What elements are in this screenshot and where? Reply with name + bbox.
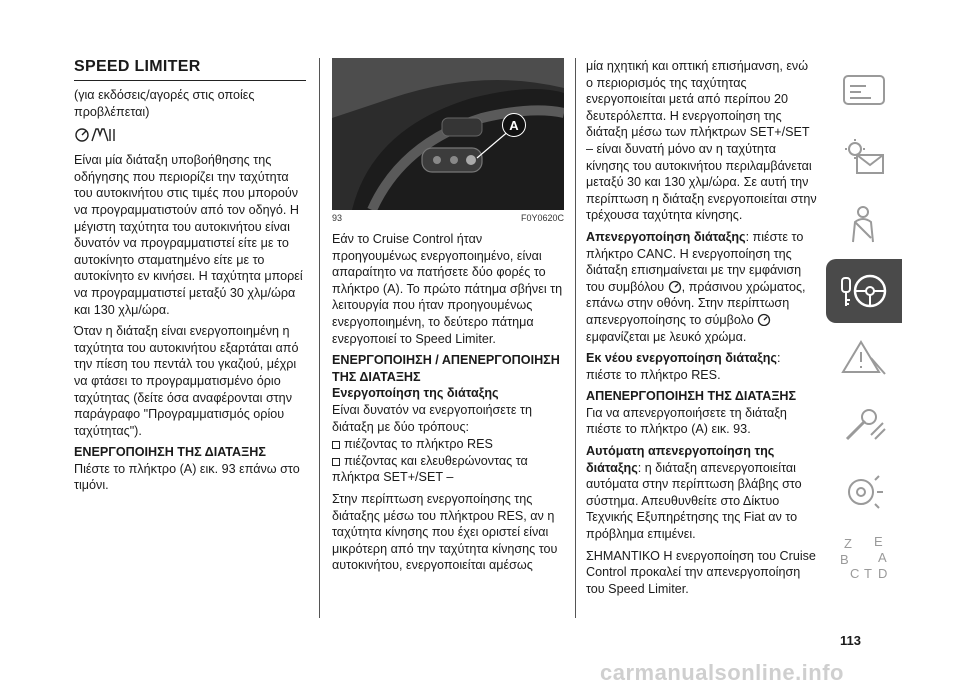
availability-note: (για εκδόσεις/αγορές στις οποίες προβλέπεται) bbox=[74, 88, 255, 119]
index-letter: E bbox=[874, 534, 883, 549]
bullet-set: πιέζοντας και ελευθερώνοντας τα πλήκτρα SET+/SET – bbox=[332, 453, 528, 485]
activation-deactivation-heading: ΕΝΕΡΓΟΠΟΙΗΣΗ / ΑΠΕΝΕΡΓΟΠΟΙΗΣΗ ΤΗΣ ΔΙΑΤΑΞΗΣ bbox=[332, 353, 560, 384]
index-letter: Z bbox=[844, 536, 852, 551]
index-letter: T bbox=[864, 566, 872, 581]
page-number: 113 bbox=[840, 633, 861, 648]
bullet-square-icon bbox=[332, 458, 340, 466]
two-methods-paragraph: Είναι δυνατόν να ενεργοποιήσετε τη διάταξη με δύο τρόπους: bbox=[332, 402, 532, 434]
deactivation-heading: ΑΠΕΝΕΡΓΟΠΟΙΗΣΗ ΤΗΣ ΔΙΑΤΑΞΗΣ bbox=[586, 389, 797, 404]
column-3 bbox=[586, 58, 818, 602]
index-letter: C bbox=[850, 566, 860, 581]
tab-multimedia[interactable] bbox=[826, 460, 902, 524]
figure-caption bbox=[332, 213, 564, 223]
callout-label-a: A bbox=[502, 113, 526, 137]
bullet-res: πιέζοντας το πλήκτρο RES bbox=[332, 436, 564, 453]
speed-limiter-symbol-icon bbox=[74, 125, 306, 148]
tab-warnings[interactable] bbox=[826, 125, 902, 189]
tab-dashboard[interactable] bbox=[826, 58, 902, 122]
column-divider-2 bbox=[575, 58, 576, 618]
signal-paragraph: μία ηχητική και οπτική επισήμανση, ενώ ο περιορισμός της ταχύτητας ενεργοποιείται μετά από περίπου 20 δευτερόλεπτα. Η ενεργοποίηση της διάταξη μέσω των πλήκτρων SET+/SET – είναι δυνατή μόνο αν η ταχύτητα κίνησης του αυτοκινήτου περιλαμβάνεται μεταξύ 30 και 130 χλμ/ώρα. Σε αυτή την περίπτωση η διάταξη ενεργοποιείται στην τρέχουσα ταχύτητα κίνησης. bbox=[586, 59, 817, 223]
emergency-warning-icon bbox=[841, 338, 887, 378]
res-activation-paragraph: Στην περίπτωση ενεργοποίησης της διάταξης μέσω του πλήκτρου RES, αν η ταχύτητα κίνησης που έχει οριστεί είναι μικρότερη από την ταχύτητα κίνησης του αυτοκινήτου, ενεργοποιείται αμέσως bbox=[332, 491, 558, 573]
steering-wheel-photo bbox=[332, 58, 564, 210]
figure-code: F0Y0620C bbox=[520, 213, 564, 223]
alphabetical-index-icon bbox=[838, 534, 890, 584]
bullet-square-icon bbox=[332, 441, 340, 449]
deactivation-instruction: Για να απενεργοποιήσετε τη διάταξη πιέστε το πλήκτρο (A) εικ. 93. bbox=[586, 405, 787, 437]
auto-deactivation-paragraph: Αυτόματη απενεργοποίηση της διάταξης: η διάταξη απενεργοποιείται αυτόματα στην περίπτωση βλάβης στο σύστημα. Απευθυνθείτε στο Δίκτυο Τεχνικής Εξυπηρέτησης της Fiat αν το πρόβλημα επιμένει. bbox=[586, 444, 802, 542]
activation-heading: ΕΝΕΡΓΟΠΟΙΗΣΗ ΤΗΣ ΔΙΑΤΑΞΗΣ bbox=[74, 445, 266, 460]
speed-limiter-symbol-icon bbox=[668, 280, 682, 293]
operation-paragraph: Όταν η διάταξη είναι ενεργοποιημένη η ταχύτητα του αυτοκινήτου εξαρτάται από την πίεση του πεντάλ του γκαζιού, μέχρι να φτάσει το προγραμματισμένο όριο ταχύτητας (δείτε όσα αναφέρονται στην παράγραφο "Προγραμματισμός ορίου ταχύτητας"). bbox=[74, 324, 299, 438]
activation-paragraph: Πιέστε το πλήκτρο (A) εικ. 93 επάνω στο τιμόνι. bbox=[74, 461, 300, 493]
activation-subheading: Ενεργοποίηση της διάταξης bbox=[332, 386, 499, 401]
reactivation-label: Εκ νέου ενεργοποίηση διάταξης bbox=[586, 351, 777, 366]
tab-maintenance[interactable] bbox=[826, 393, 902, 457]
tab-safety[interactable] bbox=[826, 192, 902, 256]
seatbelt-safety-icon bbox=[841, 204, 887, 244]
tab-driving[interactable] bbox=[826, 259, 902, 323]
section-title: SPEED LIMITER bbox=[74, 58, 201, 75]
maintenance-wrench-icon bbox=[841, 405, 887, 445]
speed-limiter-symbol-icon bbox=[757, 313, 771, 326]
warning-message-icon bbox=[841, 137, 887, 177]
column-2 bbox=[332, 58, 564, 579]
column-divider-1 bbox=[319, 58, 320, 618]
index-letter: D bbox=[878, 566, 888, 581]
reactivation-paragraph: Εκ νέου ενεργοποίηση διάταξης: πιέστε το πλήκτρο RES. bbox=[586, 351, 781, 382]
chapter-tabs bbox=[826, 58, 902, 594]
tab-index[interactable] bbox=[826, 527, 902, 591]
important-note: ΣΗΜΑΝΤΙΚΟ Η ενεργοποίηση του Cruise Control προκαλεί την απενεργοποίηση του Speed Limiter. bbox=[586, 548, 816, 596]
watermark: carmanualsonline.info bbox=[600, 660, 844, 685]
tab-emergency[interactable] bbox=[826, 326, 902, 390]
index-letter: A bbox=[878, 550, 887, 565]
deactivation-paragraph: Απενεργοποίηση διάταξης: πιέστε το πλήκτρο CANC. Η ενεργοποίηση της διάταξη επισημαίνεται με την εμφάνιση του συμβόλου , πράσινου χρώματος, επάνω στην οθόνη. Στην περίπτωση απενεργοποίησης το σύμβολο εμφανίζεται με λευκό χρώμα. bbox=[586, 229, 806, 344]
cruise-control-paragraph: Εάν το Cruise Control ήταν προηγουμένως ενεργοποιημένο, είναι απαραίτητο να πατήσετε δύο φορές το πλήκτρο (A). Το πρώτο πάτημα σβήνει τη λειτουργία που ήταν προηγουμένως ενεργοποιημένη, το δεύτερο πάτημα ενεργοποιεί το Speed Limiter. bbox=[332, 232, 563, 346]
auto-deactivation-label: Αυτόματη απενεργοποίηση της διάταξης bbox=[586, 444, 775, 475]
key-steering-wheel-icon bbox=[838, 270, 890, 312]
intro-paragraph: Είναι μία διάταξη υποβοήθησης της οδήγησης που περιορίζει την ταχύτητα του αυτοκινήτου στις τιμές που μπορούν να προγραμματιστούν από τον οδηγό. Η μέγιστη ταχύτητα του αυτοκινήτου είναι δυνατόν να προγραμματιστεί είτε με το αυτοκίνητο σταματημένο είτε με το αυτοκίνητο εν κινήσει. Η ταχύτητα μπορεί να προγραμματιστεί μεταξύ 30 χλμ/ώρα και 130 χλμ/ώρα. bbox=[74, 153, 303, 317]
title-rule bbox=[74, 80, 306, 81]
column-1 bbox=[74, 58, 306, 499]
figure-number: 93 bbox=[332, 213, 343, 223]
dashboard-icon bbox=[841, 70, 887, 110]
deactivation-label: Απενεργοποίηση διάταξης bbox=[586, 229, 746, 244]
index-letter: B bbox=[840, 552, 849, 567]
media-settings-icon bbox=[841, 472, 887, 512]
